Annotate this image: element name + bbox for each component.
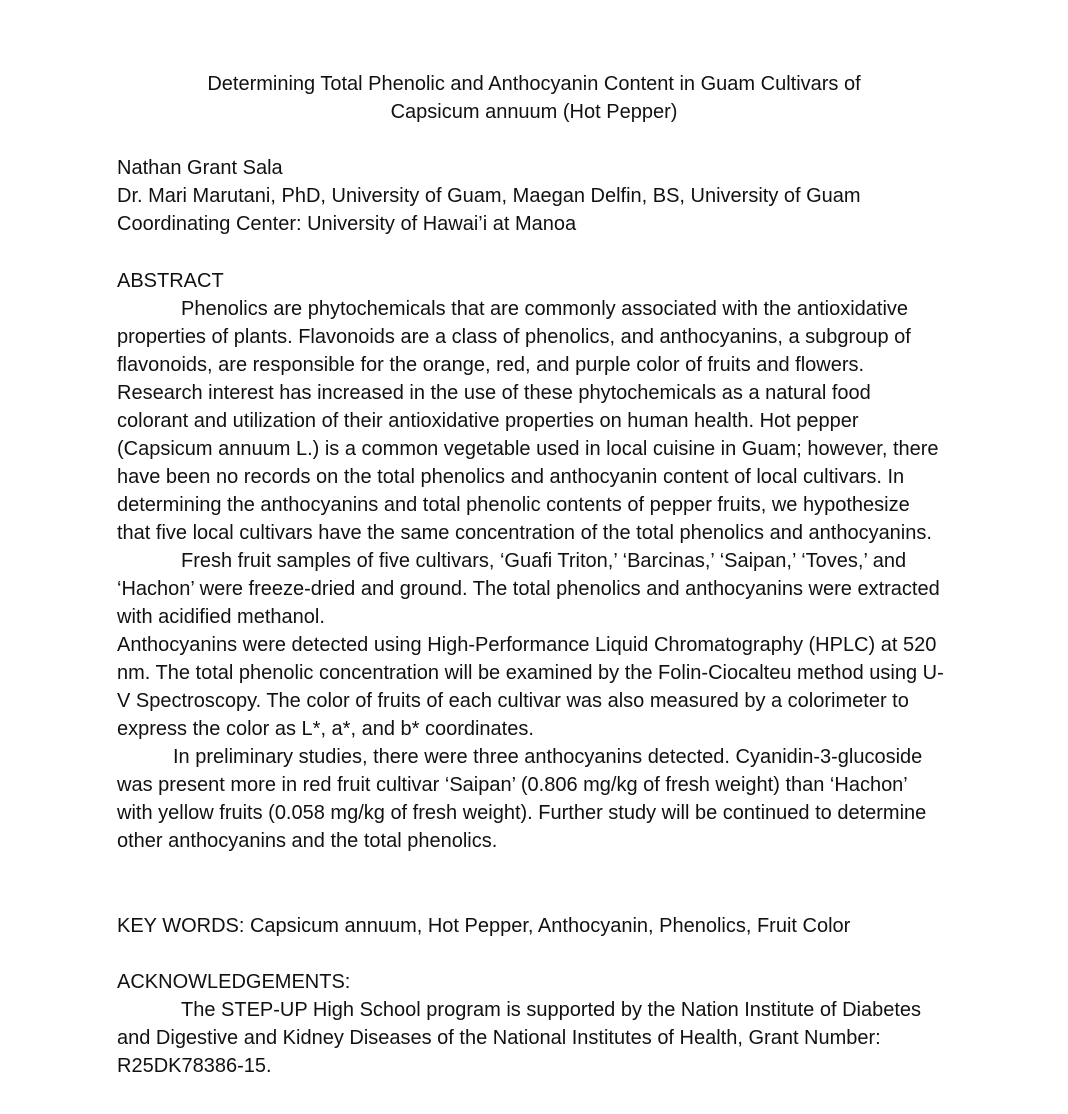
abstract-paragraph-3: Anthocyanins were detected using High-Performance Liquid Chromatography (HPLC) at 520 nm. The total phenolic concentration will be examined by the Folin-Ciocalteu method using U-V Spectroscopy. The color of fruits of each cultivar was also measured by a colorimeter to express the color as L*, a*, and b* coordinates.	[117, 634, 944, 740]
paper-title-line-1: Determining Total Phenolic and Anthocyanin Content in Guam Cultivars of	[207, 73, 861, 95]
abstract-paragraph-2: Fresh fruit samples of five cultivars, ‘Guafi Triton,’ ‘Barcinas,’ ‘Saipan,’ ‘Toves,’ and ‘Hachon’ were freeze-dried and ground. The total phenolics and anthocyanins were extracted with acidified methanol.	[117, 550, 940, 628]
abstract-heading: ABSTRACT	[117, 270, 224, 292]
paper-title-line-2: Capsicum annuum (Hot Pepper)	[390, 101, 678, 123]
acknowledgements-text: The STEP-UP High School program is supported by the Nation Institute of Diabetes and Digestive and Kidney Diseases of the National Institutes of Health, Grant Number: R25DK78386-15.	[117, 999, 922, 1077]
acknowledgements-heading: ACKNOWLEDGEMENTS:	[117, 971, 351, 993]
acknowledgements-section	[117, 968, 957, 1080]
coordinating-center: Coordinating Center: University of Hawai’i at Manoa	[117, 213, 577, 235]
keywords-line: KEY WORDS: Capsicum annuum, Hot Pepper, Anthocyanin, Phenolics, Fruit Color	[117, 915, 851, 937]
author-block	[117, 154, 957, 238]
abstract-paragraph-1: Phenolics are phytochemicals that are commonly associated with the antioxidative properties of plants. Flavonoids are a class of phenolics, and anthocyanins, a subgroup of flavonoids, are responsible for the orange, red, and purple color of fruits and flowers. Research interest has increased in the use of these phytochemicals as a natural food colorant and utilization of their antioxidative properties on human health. Hot pepper (Capsicum annuum L.) is a common vegetable used in local cuisine in Guam; however, there have been no records on the total phenolics and anthocyanin content of local cultivars. In determining the anthocyanins and total phenolic contents of pepper fruits, we hypothesize that five local cultivars have the same concentration of the total phenolics and anthocyanins.	[117, 298, 939, 544]
paper-title	[120, 70, 948, 126]
keywords-section	[117, 912, 957, 940]
student-author: Nathan Grant Sala	[117, 157, 283, 179]
mentor-authors: Dr. Mari Marutani, PhD, University of Guam, Maegan Delfin, BS, University of Guam	[117, 185, 861, 207]
abstract-paragraph-4: In preliminary studies, there were three anthocyanins detected. Cyanidin-3-glucoside was present more in red fruit cultivar ‘Saipan’ (0.806 mg/kg of fresh weight) than ‘Hachon’ with yellow fruits (0.058 mg/kg of fresh weight). Further study will be continued to determine other anthocyanins and the total phenolics.	[117, 746, 927, 852]
abstract-section	[117, 267, 957, 855]
